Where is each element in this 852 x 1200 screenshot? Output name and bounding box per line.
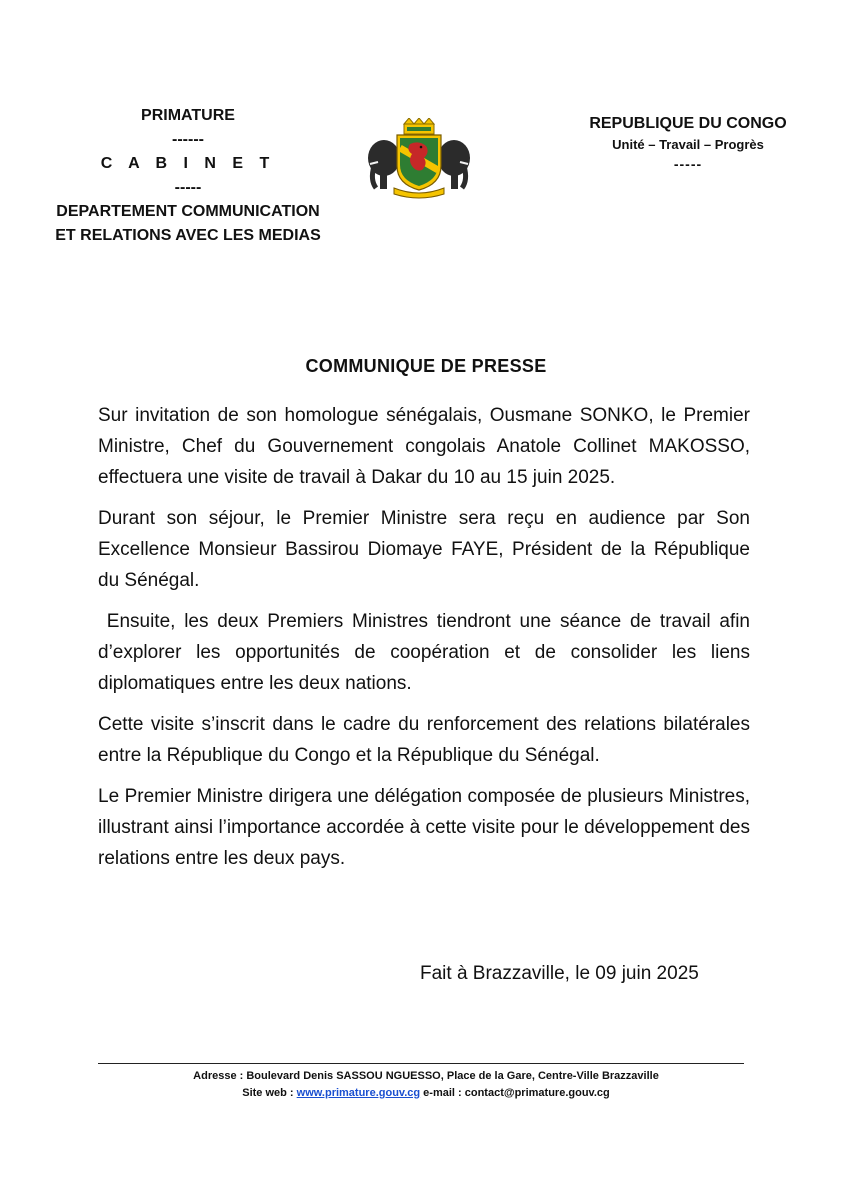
document-title: COMMUNIQUE DE PRESSE xyxy=(305,356,547,376)
header-right xyxy=(548,113,828,173)
footer-divider xyxy=(98,1063,744,1064)
footer-contact xyxy=(0,1085,852,1102)
header-separator: ----- xyxy=(174,179,202,196)
closing-place-date: Fait à Brazzaville, le 09 juin 2025 xyxy=(420,963,699,984)
footer xyxy=(0,1068,852,1102)
paragraph: Durant son séjour, le Premier Ministre sera reçu en audience par Son Excellence Monsieur Bassirou Diomaye FAYE, Président de la République du Sénégal. xyxy=(98,508,750,591)
header-department-line2: ET RELATIONS AVEC LES MEDIAS xyxy=(55,227,321,244)
footer-email: e-mail : contact@primature.gouv.cg xyxy=(420,1087,610,1099)
header-country: REPUBLIQUE DU CONGO xyxy=(589,115,787,132)
coat-of-arms-icon xyxy=(364,118,474,200)
paragraph: Le Premier Ministre dirigera une délégation composée de plusieurs Ministres, illustrant ainsi l’importance accordée à cette visite pour le développement des relations entre les deux pays. xyxy=(98,786,750,869)
header-left xyxy=(28,104,348,248)
paragraph: Sur invitation de son homologue sénégalais, Ousmane SONKO, le Premier Ministre, Chef du Gouvernement congolais Anatole Collinet MAKOSSO, effectuera une visite de travail à Dakar du 10 au 15 juin 2025. xyxy=(98,405,750,488)
header-cabinet: C A B I N E T xyxy=(100,155,276,172)
document-body xyxy=(98,400,756,884)
footer-site-label: Site web : xyxy=(242,1087,297,1099)
header-department: DEPARTEMENT COMMUNICATION xyxy=(56,203,320,220)
header-separator: ------ xyxy=(172,131,204,148)
paragraph: Cette visite s’inscrit dans le cadre du renforcement des relations bilatérales entre la République du Congo et la République du Sénégal. xyxy=(98,714,750,766)
header-separator: ----- xyxy=(673,156,703,172)
paragraph: Ensuite, les deux Premiers Ministres tiendront une séance de travail afin d’explorer les opportunités de coopération et de consolider les liens diplomatiques entre les deux nations. xyxy=(98,611,756,694)
footer-address: Adresse : Boulevard Denis SASSOU NGUESSO, Place de la Gare, Centre-Ville Brazzaville xyxy=(193,1070,659,1082)
website-link[interactable]: www.primature.gouv.cg xyxy=(296,1087,421,1099)
header-motto: Unité – Travail – Progrès xyxy=(612,137,764,152)
header-primature: PRIMATURE xyxy=(141,107,235,124)
